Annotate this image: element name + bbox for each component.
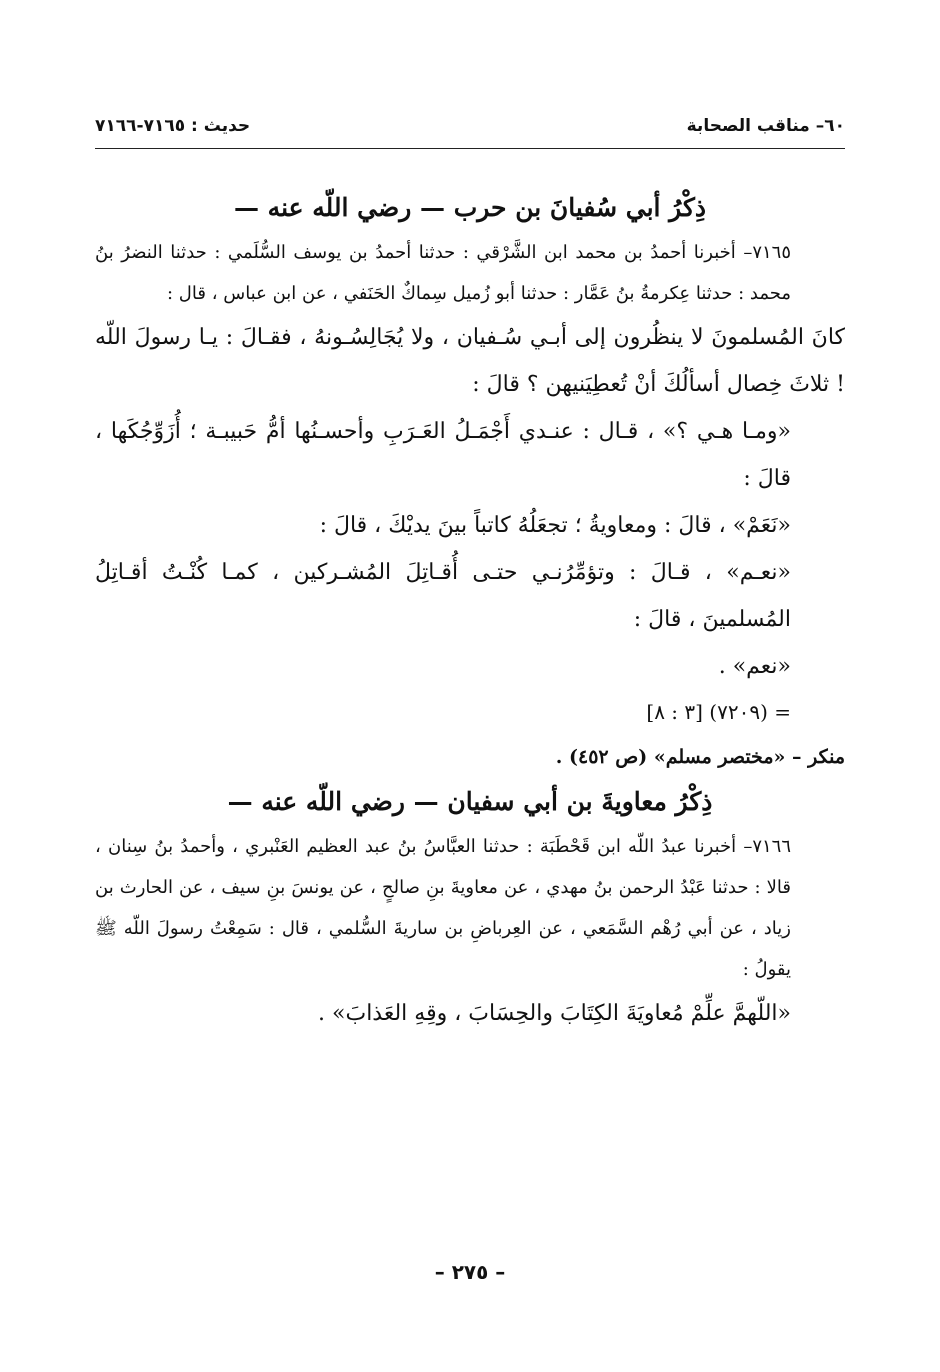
book-section-title: ٦٠– مناقب الصحابة <box>686 116 845 136</box>
matn-paragraph: «اللّهمَّ علِّمْ مُعاويَةَ الكِتَابَ والحِسَابَ ، وقِهِ العَذابَ» . <box>318 1001 791 1026</box>
page-content <box>95 186 845 1037</box>
cross-reference: = (٧٢٠٩) [٣ : ٨] <box>646 700 791 724</box>
matn-paragraph: «نعم» . <box>718 654 791 679</box>
page-number: – ٢٧٥ – <box>434 1260 506 1284</box>
hadith-range: حديث : ٧١٦٥-٧١٦٦ <box>95 116 251 136</box>
section-abu-sufyan <box>95 186 845 780</box>
matn-paragraph: كانَ المُسلمونَ لا ينظُرون إلى أبـي سُـفيان ، ولا يُجَالِسُـونهُ ، فقـالَ : يـا رسولَ اللّه ! ثلاثَ خِصال أسألُكَ أنْ تُعطِيَنيهن ؟ قالَ : <box>95 325 845 397</box>
header-divider <box>95 148 845 149</box>
matn-paragraph: «نعـم» ، قـالَ : وتؤمِّرُنـي حتـى أُقـاتِلَ المُشـركين ، كمـا كُنْـتُ أقـاتِلُ المُسلمينَ ، قالَ : <box>95 560 791 632</box>
section-muawiya <box>95 780 845 1037</box>
book-page <box>95 100 845 1350</box>
isnad-paragraph: ٧١٦٦– أخبرنا عبدُ اللّه ابن قَحْطَبَة : حدثنا العبَّاسُ بنُ عبد العظيم العَنْبري ، وأحمدُ بنُ سِنان ، قالا : حدثنا عَبْدُ الرحمن بنُ مهدي ، عن معاويةَ بنِ صالحٍ ، عن يونسَ بنِ سيف ، عن الحارث بن زياد ، عن أبي رُهْم السَّمَعي ، عن العِرباضِ بن ساريةَ السُّلمي ، قال : سَمِعْتُ رسولَ اللّه ﷺ يقولُ : <box>95 836 791 980</box>
matn-paragraph: «ومـا هـي ؟» ، قـال : عنـدي أَجْمَـلُ العَـرَبِ وأحسـنُها أمُّ حَبيبـة ؛ أُزَوِّجُكَها ، قالَ : <box>95 419 791 491</box>
running-header <box>95 112 845 148</box>
section-heading: ذِكْرُ معاويةَ بن أبي سفيان — رضي اللّه عنه — <box>227 787 713 816</box>
section-heading: ذِكْرُ أبي سُفيانَ بن حرب — رضي اللّه عنه — <box>233 193 707 222</box>
isnad-paragraph: ٧١٦٥– أخبرنا أحمدُ بن محمد ابن الشَّرْقي : حدثنا أحمدُ بن يوسف السُّلَمي : حدثنا النضرُ بنُ محمد : حدثنا عِكرمةُ بنُ عَمَّار : حدثنا أبو زُميل سِماكٌ الحَنَفي ، عن ابن عباس ، قال : <box>95 242 791 304</box>
hadith-grade: منكر – «مختصر مسلم» (ص ٤٥٢) . <box>555 746 845 768</box>
matn-paragraph: «نَعَمْ» ، قالَ : ومعاويةُ ؛ تجعَلُهُ كاتباً بينَ يديْكَ ، قالَ : <box>319 513 791 538</box>
